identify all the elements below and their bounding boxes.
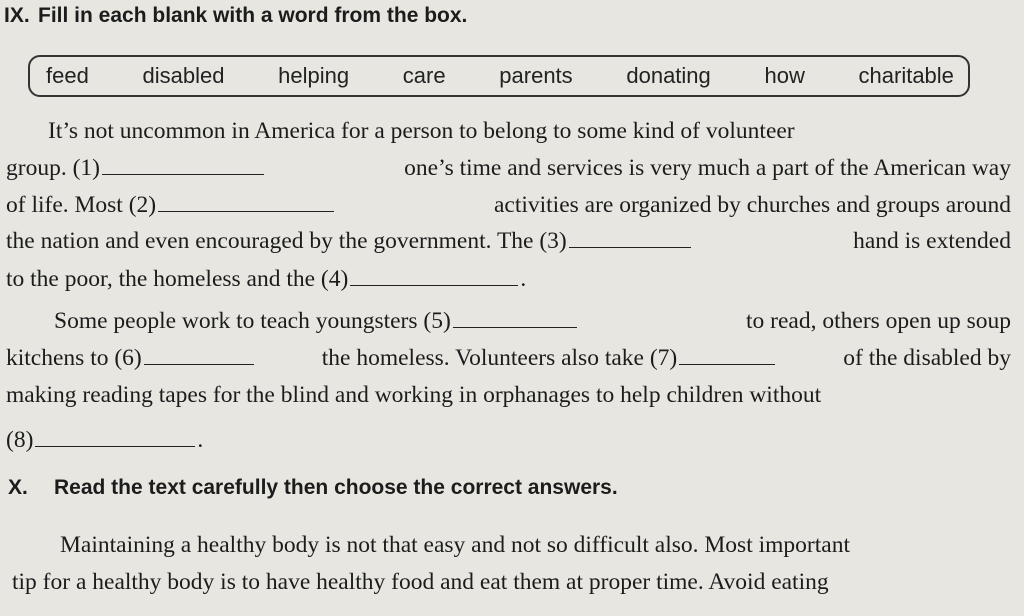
word-box [28,55,970,97]
word-box-item: feed [46,63,89,88]
text: to read, others open up soup [746,308,1011,334]
text: (8) [6,427,34,453]
text: It’s not uncommon in America for a person to belong to some kind of volunteer [48,118,795,144]
text: making reading tapes for the blind and working in orphanages to help children without [6,382,822,408]
section-10-line-2 [12,567,1012,597]
text: kitchens to (6) [6,345,142,371]
section-10-instruction: Read the text carefully then choose the correct answers. [54,476,618,499]
section-10-heading [8,476,618,500]
text: the nation and even encouraged by the government. The (3) [6,228,567,254]
paragraph-2-line-1 [6,306,1011,336]
blank-4[interactable] [350,265,518,286]
blank-2[interactable] [158,191,334,212]
text: Some people work to teach youngsters (5) [54,308,451,334]
paragraph-2-line-3 [6,380,1011,410]
paragraph-2-line-4 [6,425,1011,455]
section-9-number: IX. [4,4,30,27]
blank-1[interactable] [102,154,264,175]
blank-3[interactable] [569,227,691,248]
text: tip for a healthy body is to have healthy food and eat them at proper time. Avoid eating [12,569,829,595]
blank-6[interactable] [144,344,254,365]
paragraph-1-line-3 [6,190,1011,220]
text: . [197,427,204,453]
word-box-item: parents [499,63,573,88]
text: the homeless. Volunteers also take (7) [321,345,678,371]
paragraph-1-line-4 [6,226,1011,256]
text: one’s time and services is very much a part of the American way [404,155,1011,181]
section-10-number: X. [8,476,28,499]
section-9-instruction: Fill in each blank with a word from the box. [38,4,468,27]
paragraph-2-line-2 [6,343,1011,373]
paragraph-1-line-2 [6,153,1011,183]
text: group. (1) [6,155,100,181]
text: Maintaining a healthy body is not that easy and not so difficult also. Most important [60,532,850,558]
paragraph-1-line-1 [6,116,1011,146]
word-box-item: charitable [858,63,954,88]
word-box-item: disabled [142,63,225,88]
blank-8[interactable] [35,426,195,447]
paragraph-1-line-5 [6,264,1011,294]
blank-5[interactable] [453,307,577,328]
section-10-line-1 [6,530,1018,560]
text: activities are organized by churches and groups around [493,192,1011,218]
word-box-item: donating [626,63,711,88]
word-box-item: care [402,63,446,88]
blank-7[interactable] [679,344,775,365]
text: hand is extended [853,228,1011,254]
text: of life. Most (2) [6,192,157,218]
text: of the disabled by [843,345,1011,371]
word-box-item: helping [278,63,350,88]
text: . [520,266,527,292]
section-9-heading [4,4,467,28]
text: to the poor, the homeless and the (4) [6,266,349,292]
word-box-item: how [764,63,805,88]
